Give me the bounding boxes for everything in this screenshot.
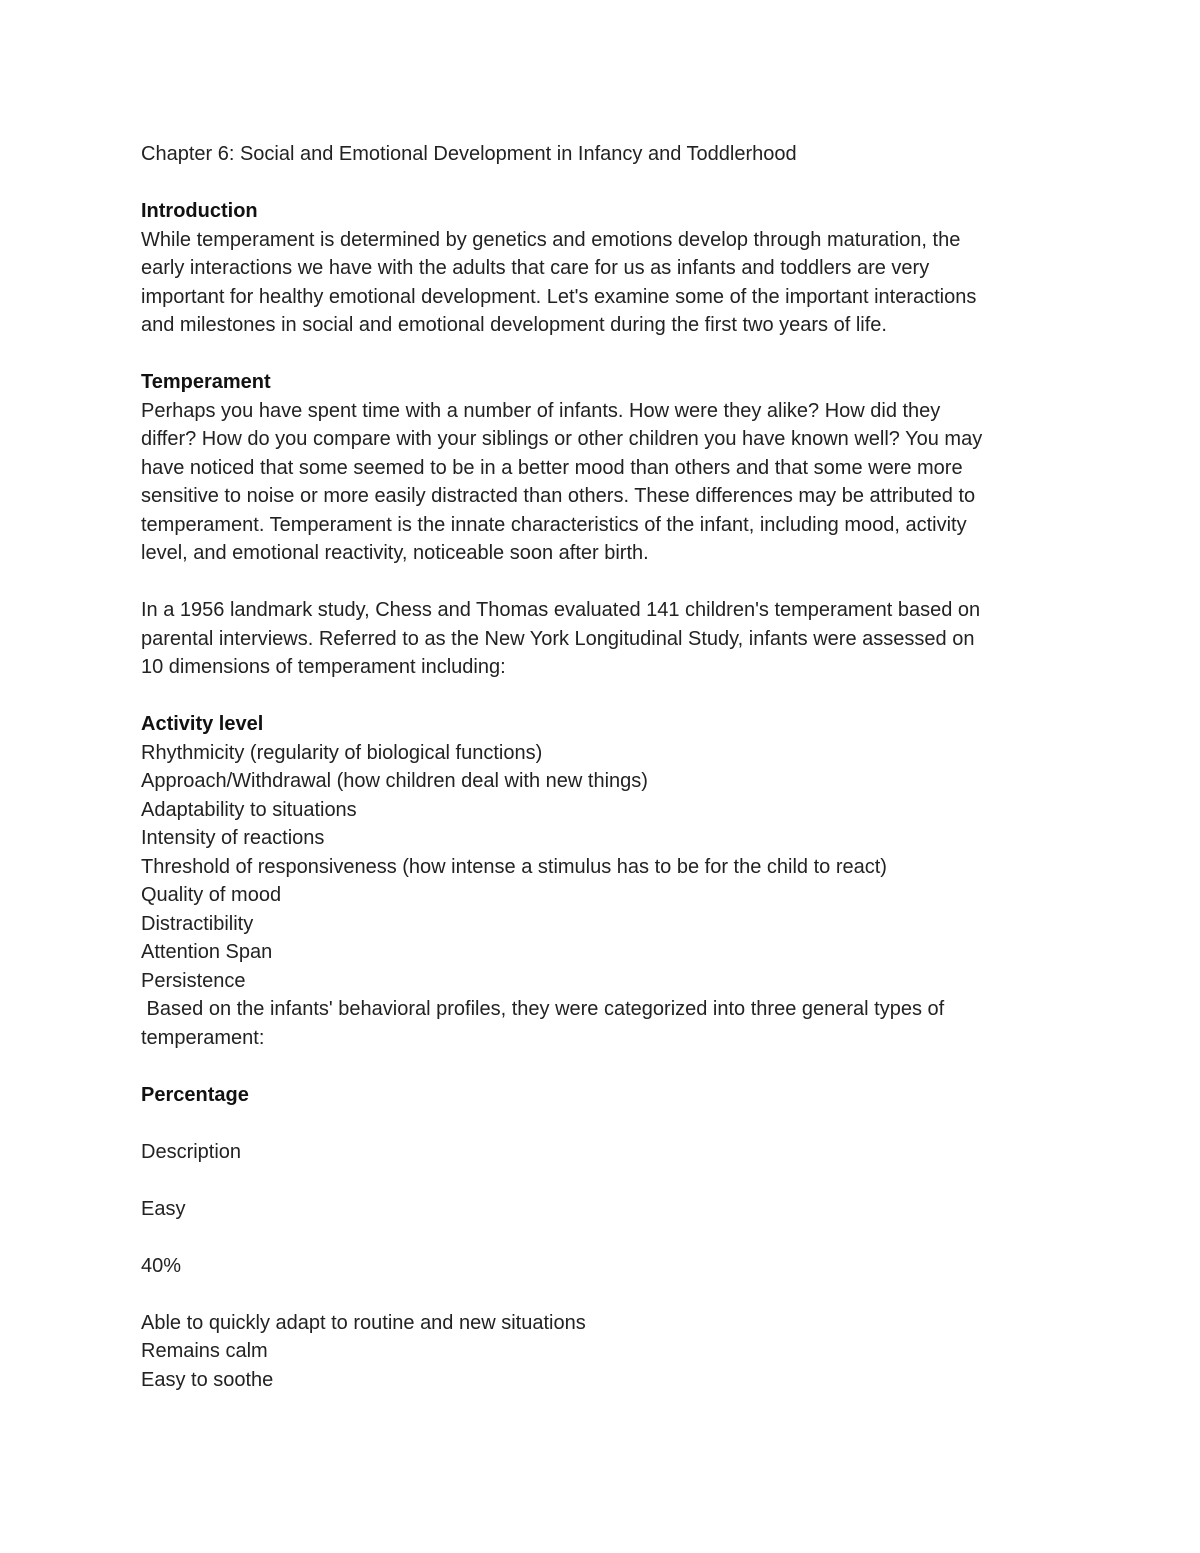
dimensions-list xyxy=(141,739,1061,996)
temperament-line: differ? How do you compare with your siblings or other children you have known well? You may xyxy=(141,428,983,450)
temperament-line: have noticed that some seemed to be in a better mood than others and that some were more xyxy=(141,456,963,479)
document-title: Chapter 6: Social and Emotional Development in Infancy and Toddlerhood xyxy=(141,143,797,165)
spacer xyxy=(141,568,1061,597)
dimension-item: Approach/Withdrawal (how children deal with new things) xyxy=(141,770,648,792)
spacer xyxy=(141,1052,1061,1081)
dimension-item: Quality of mood xyxy=(141,884,282,906)
dimension-item: Intensity of reactions xyxy=(141,827,325,849)
temperament-type-label: Easy xyxy=(141,1197,186,1220)
spacer xyxy=(141,1109,1061,1138)
temperament-line: temperament. Temperament is the innate characteristics of the infant, including mood, activity xyxy=(141,513,967,536)
categorization-line: temperament: xyxy=(141,1026,265,1049)
temperament-paragraph xyxy=(141,397,1061,568)
introduction-line: early interactions we have with the adults that care for us as infants and toddlers are very xyxy=(141,257,930,279)
trait-item: Remains calm xyxy=(141,1340,268,1362)
study-line: In a 1956 landmark study, Chess and Thomas evaluated 141 children's temperament based on xyxy=(141,599,981,621)
spacer xyxy=(141,682,1061,711)
categorization-line: Based on the infants' behavioral profiles, they were categorized into three general types of xyxy=(141,998,945,1020)
introduction-heading: Introduction xyxy=(141,200,258,222)
spacer xyxy=(141,1166,1061,1195)
temperament-heading: Temperament xyxy=(141,371,271,393)
dimension-item: Rhythmicity (regularity of biological functions) xyxy=(141,741,543,764)
spacer xyxy=(141,169,1061,198)
spacer xyxy=(141,340,1061,369)
dimension-item: Distractibility xyxy=(141,912,254,935)
percentage-value: 40% xyxy=(141,1254,182,1277)
introduction-paragraph xyxy=(141,226,1061,340)
dimension-item: Threshold of responsiveness (how intense a stimulus has to be for the child to react) xyxy=(141,855,887,878)
introduction-line: important for healthy emotional development. Let's examine some of the important interactions xyxy=(141,285,977,308)
spacer xyxy=(141,1223,1061,1252)
trait-item: Able to quickly adapt to routine and new situations xyxy=(141,1311,586,1334)
temperament-line: sensitive to noise or more easily distracted than others. These differences may be attributed to xyxy=(141,485,976,507)
dimension-item: Attention Span xyxy=(141,941,273,963)
spacer xyxy=(141,1280,1061,1309)
dimension-item: Persistence xyxy=(141,969,246,992)
document-page xyxy=(141,140,1061,1394)
temperament-line: level, and emotional reactivity, noticeable soon after birth. xyxy=(141,542,649,564)
activity-level-heading: Activity level xyxy=(141,713,264,735)
dimension-item: Adaptability to situations xyxy=(141,798,357,821)
description-label: Description xyxy=(141,1140,242,1163)
study-paragraph xyxy=(141,596,1061,682)
percentage-heading: Percentage xyxy=(141,1083,249,1106)
introduction-line: While temperament is determined by genetics and emotions develop through maturation, the xyxy=(141,228,961,251)
introduction-line: and milestones in social and emotional development during the first two years of life. xyxy=(141,314,887,336)
study-line: parental interviews. Referred to as the New York Longitudinal Study, infants were assessed on xyxy=(141,627,975,650)
traits-list xyxy=(141,1309,1061,1395)
temperament-line: Perhaps you have spent time with a number of infants. How were they alike? How did they xyxy=(141,399,941,422)
categorization-paragraph xyxy=(141,995,1061,1052)
trait-item: Easy to soothe xyxy=(141,1368,274,1391)
study-line: 10 dimensions of temperament including: xyxy=(141,656,506,678)
